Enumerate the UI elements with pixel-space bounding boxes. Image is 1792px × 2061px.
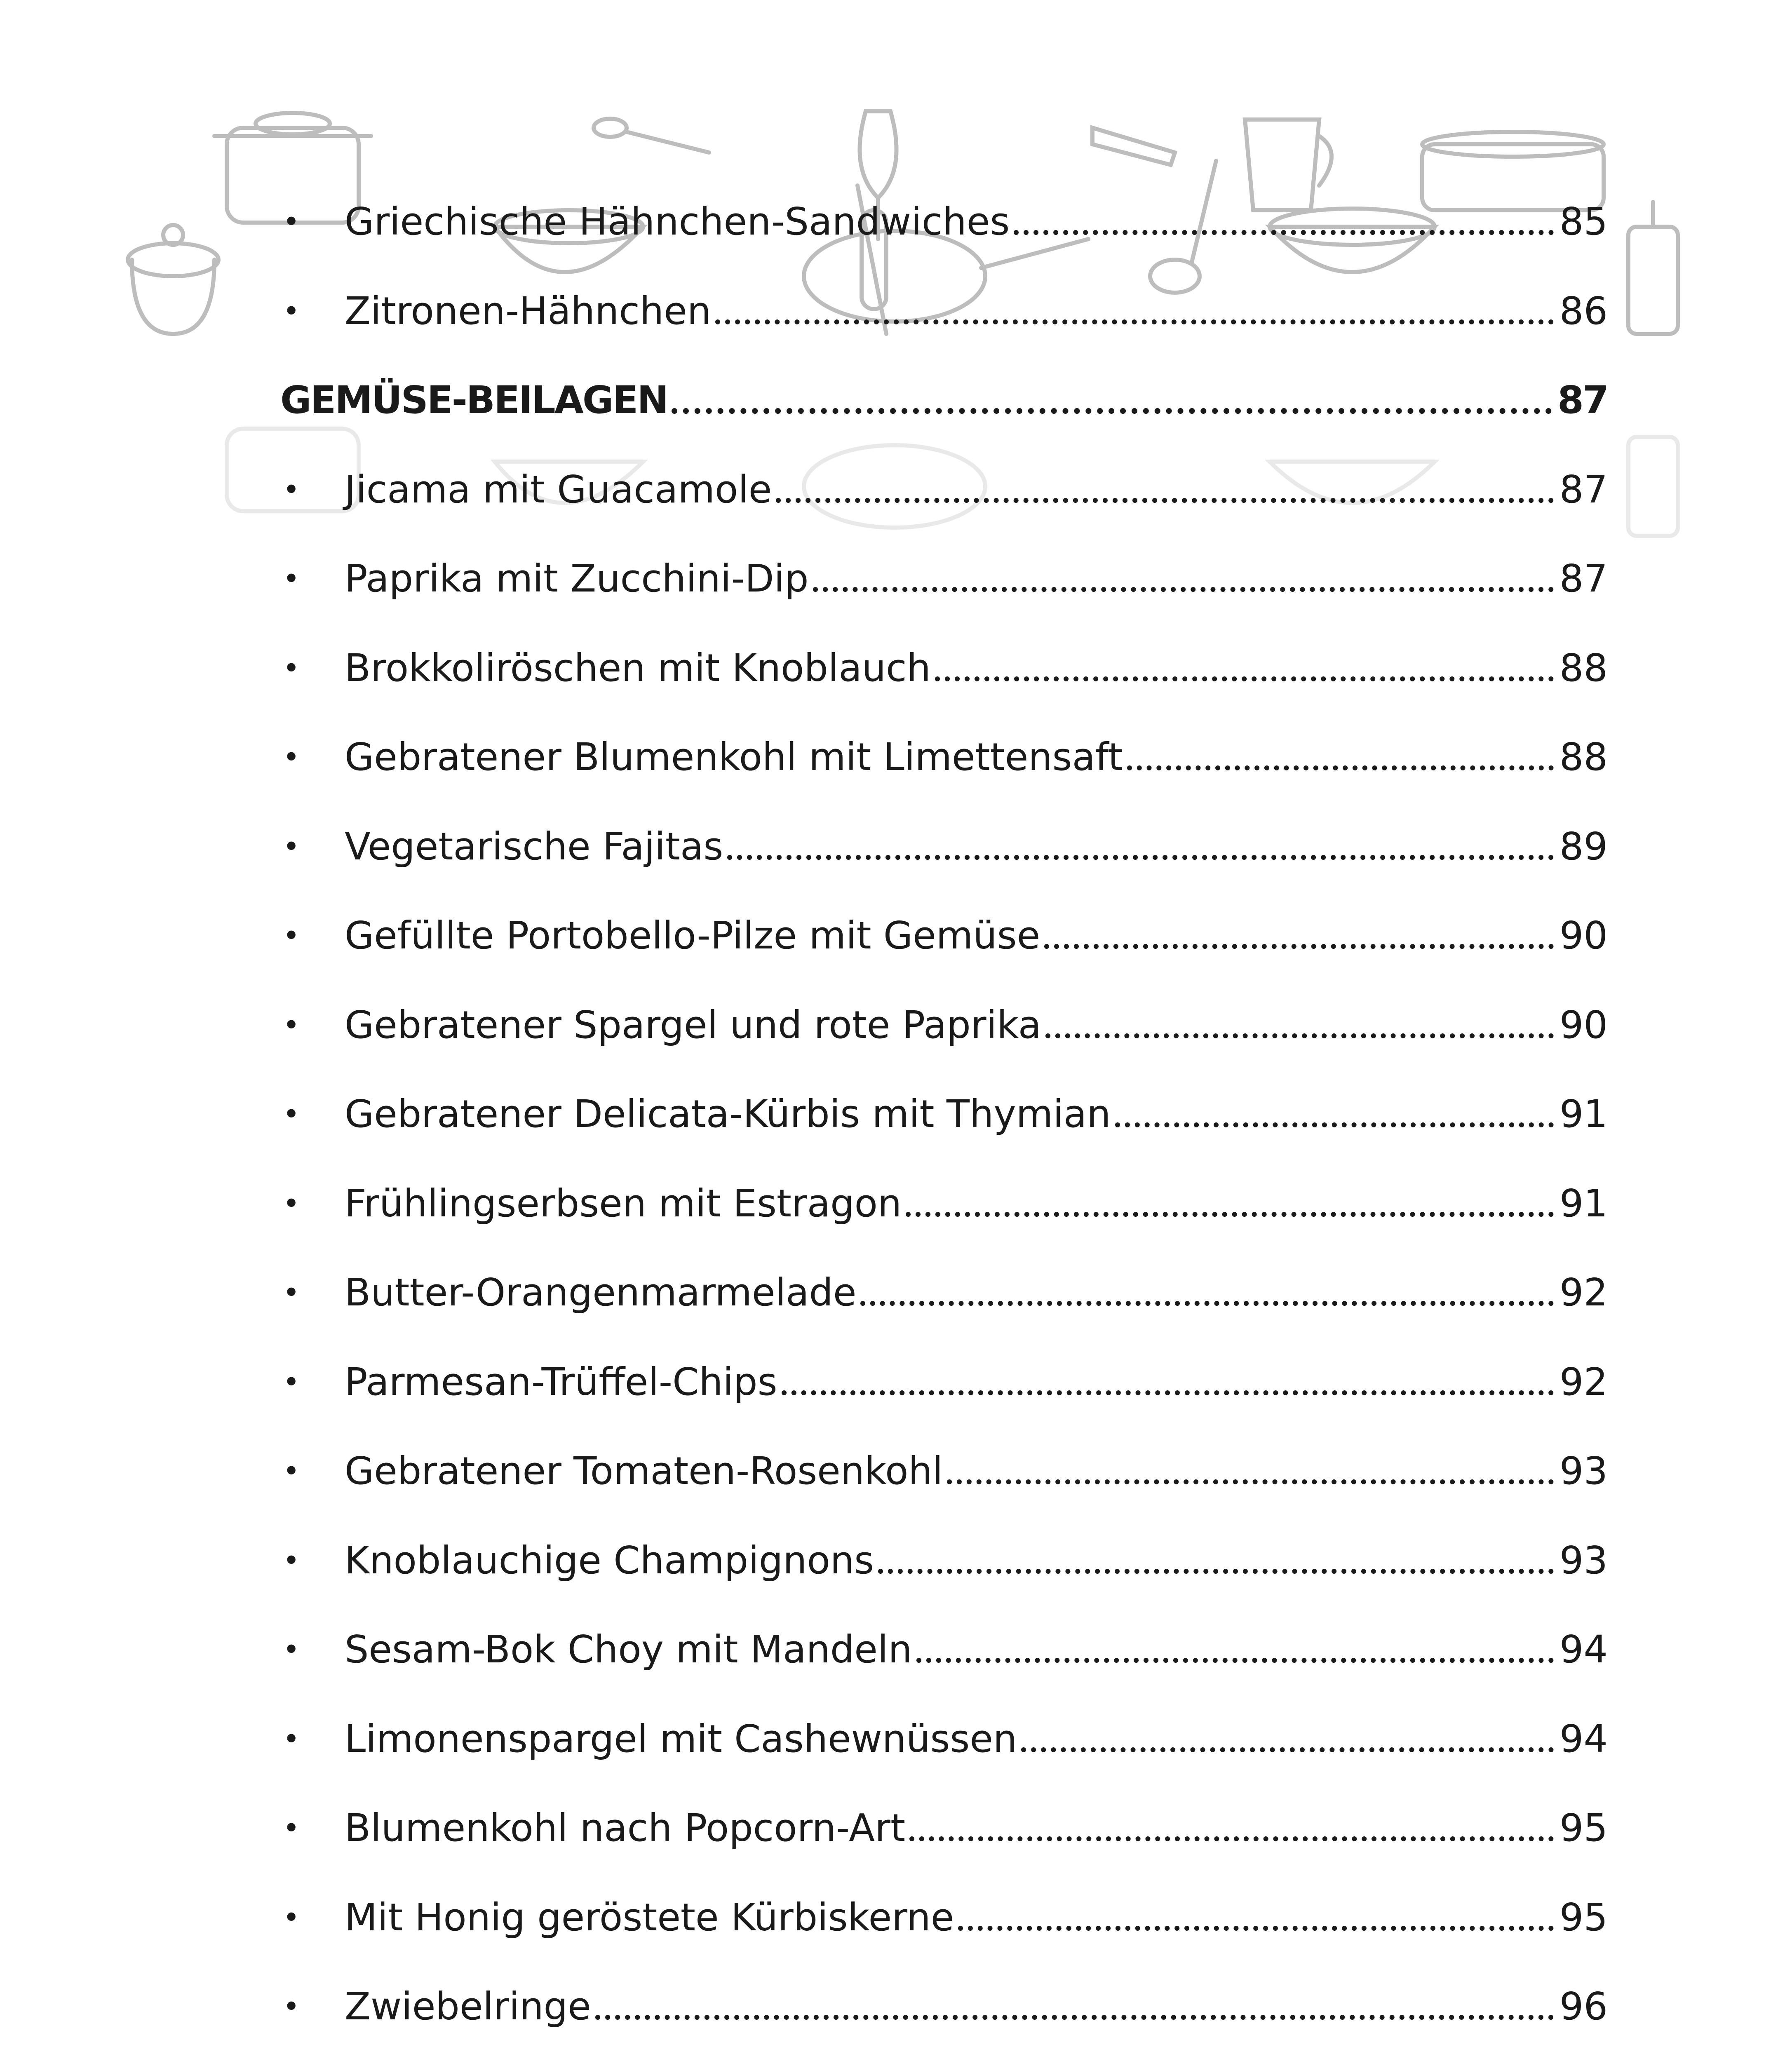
- toc-page-number: 96: [1559, 1984, 1608, 2029]
- bullet: •: [283, 1365, 300, 1399]
- spoon-icon: [594, 119, 709, 153]
- toc-entry-title: Zitronen-Hähnchen: [345, 289, 712, 333]
- toc-page-number: 90: [1559, 913, 1608, 958]
- toc-entry-title: Sesam-Bok Choy mit Mandeln: [345, 1627, 912, 1672]
- toc-entry-title: Gebratener Delicata-Kürbis mit Thymian: [345, 1092, 1111, 1136]
- toc-entry-title: Vegetarische Fajitas: [345, 824, 723, 869]
- dot-leader: [1115, 1122, 1554, 1127]
- bullet: •: [283, 1276, 300, 1310]
- toc-entry-title: Mit Honig geröstete Kürbiskerne: [345, 1895, 954, 1939]
- toc-entry[interactable]: [280, 1427, 1608, 1516]
- toc-entry[interactable]: [280, 1873, 1608, 1962]
- dot-leader: [958, 1926, 1554, 1931]
- toc-entry[interactable]: [280, 1248, 1608, 1338]
- bullet: •: [283, 562, 300, 596]
- bullet: •: [283, 1543, 300, 1577]
- dot-leader: [935, 676, 1554, 681]
- bullet: •: [283, 205, 300, 239]
- bullet: •: [283, 472, 300, 507]
- toc-entry[interactable]: [280, 1605, 1608, 1695]
- toc-entry-title: Blumenkohl nach Popcorn-Art: [345, 1806, 906, 1850]
- toc-entry-title: Jicama mit Guacamole: [345, 467, 772, 512]
- bullet: •: [283, 1722, 300, 1756]
- dot-leader: [909, 1836, 1554, 1841]
- toc-page-number: 87: [1557, 378, 1608, 423]
- toc-entry[interactable]: [280, 1695, 1608, 1784]
- toc-page-number: 94: [1559, 1716, 1608, 1761]
- toc-page-number: 87: [1559, 467, 1608, 512]
- toc-page-number: 91: [1559, 1181, 1608, 1225]
- knife-icon: [1092, 128, 1175, 165]
- dot-leader: [1127, 765, 1554, 770]
- dot-leader: [1044, 944, 1554, 949]
- toc-page-number: 90: [1559, 1002, 1608, 1047]
- dot-leader: [1021, 1747, 1554, 1752]
- toc-entry[interactable]: [280, 445, 1608, 535]
- bullet: •: [283, 1990, 300, 2024]
- toc-entry-title: Gebratener Tomaten-Rosenkohl: [345, 1449, 943, 1493]
- toc-entry[interactable]: [280, 1338, 1608, 1427]
- toc-entry-title: Griechische Hähnchen-Sandwiches: [345, 200, 1010, 244]
- toc-page-number: 93: [1559, 1449, 1608, 1493]
- dot-leader: [776, 498, 1554, 503]
- toc-entry-title: Zwiebelringe: [345, 1984, 591, 2029]
- bullet: •: [283, 294, 300, 328]
- toc-page-number: 92: [1559, 1270, 1608, 1315]
- bullet: •: [283, 1008, 300, 1042]
- toc-entry-title: Gebratener Blumenkohl mit Limettensaft: [345, 735, 1123, 779]
- dot-leader: [906, 1212, 1554, 1217]
- toc-entry-title: Limonenspargel mit Cashewnüssen: [345, 1716, 1017, 1761]
- toc-entry[interactable]: [280, 802, 1608, 892]
- toc-entry-title: Butter-Orangenmarmelade: [345, 1270, 857, 1315]
- toc-page-number: 93: [1559, 1538, 1608, 1582]
- toc-page-number: 92: [1559, 1359, 1608, 1404]
- toc-entry[interactable]: [280, 1784, 1608, 1873]
- toc-entry[interactable]: [280, 177, 1608, 267]
- bullet: •: [283, 829, 300, 864]
- dot-leader: [1045, 1033, 1554, 1038]
- toc-entry[interactable]: [280, 2052, 1608, 2061]
- toc-entry[interactable]: [280, 891, 1608, 981]
- toc-entry[interactable]: [280, 1962, 1608, 2052]
- dot-leader: [916, 1658, 1554, 1663]
- toc-entry[interactable]: [280, 713, 1608, 802]
- toc-section-heading[interactable]: [280, 356, 1608, 445]
- dot-leader: [813, 587, 1554, 592]
- toc-entry[interactable]: [280, 624, 1608, 713]
- toc-entry-title: Gefüllte Portobello-Pilze mit Gemüse: [345, 913, 1040, 958]
- dot-leader: [595, 2015, 1554, 2020]
- dot-leader: [715, 319, 1554, 324]
- toc-entry-title: Parmesan-Trüffel-Chips: [345, 1359, 777, 1404]
- lidded-pot-icon: [128, 225, 218, 334]
- dot-leader: [860, 1301, 1553, 1306]
- toc-entry[interactable]: [280, 534, 1608, 624]
- toc-entry[interactable]: [280, 981, 1608, 1070]
- toc-entry-title: Brokkoliröschen mit Knoblauch: [345, 646, 931, 690]
- bullet: •: [283, 1900, 300, 1934]
- bullet: •: [283, 651, 300, 685]
- bullet: •: [283, 740, 300, 775]
- toc-entry-title: Paprika mit Zucchini-Dip: [345, 556, 809, 601]
- dot-leader: [1014, 230, 1554, 235]
- bullet: •: [283, 1454, 300, 1488]
- toc-page-number: 89: [1559, 824, 1608, 869]
- bullet: •: [283, 1811, 300, 1845]
- toc-page-number: 95: [1559, 1806, 1608, 1850]
- toc-page-number: 86: [1559, 289, 1608, 333]
- toc-page-number: 91: [1559, 1092, 1608, 1136]
- dot-leader: [672, 408, 1552, 414]
- toc-entry[interactable]: [280, 1159, 1608, 1249]
- toc-page-number: 88: [1559, 646, 1608, 690]
- dot-leader: [727, 855, 1554, 860]
- toc-entry-title: Gebratener Spargel und rote Paprika: [345, 1002, 1042, 1047]
- dot-leader: [947, 1479, 1554, 1484]
- grater-icon: [1628, 437, 1678, 536]
- bullet: •: [283, 1097, 300, 1131]
- toc-entry-title: Frühlingserbsen mit Estragon: [345, 1181, 902, 1225]
- toc-entry[interactable]: [280, 1516, 1608, 1606]
- bullet: •: [283, 919, 300, 953]
- toc-page-number: 88: [1559, 735, 1608, 779]
- toc-entry[interactable]: [280, 267, 1608, 356]
- dot-leader: [878, 1569, 1554, 1574]
- bullet: •: [283, 1633, 300, 1667]
- grater-icon: [1628, 202, 1678, 334]
- section-title: GEMÜSE-BEILAGEN: [280, 378, 668, 423]
- toc-entry-title: Knoblauchige Champignons: [345, 1538, 874, 1582]
- dot-leader: [782, 1390, 1554, 1395]
- table-of-contents: [280, 177, 1608, 2061]
- toc-entry[interactable]: [280, 1070, 1608, 1159]
- toc-page-number: 87: [1559, 556, 1608, 601]
- toc-page-number: 85: [1559, 200, 1608, 244]
- bullet: •: [283, 1186, 300, 1221]
- toc-page-number: 94: [1559, 1627, 1608, 1672]
- toc-page-number: 95: [1559, 1895, 1608, 1939]
